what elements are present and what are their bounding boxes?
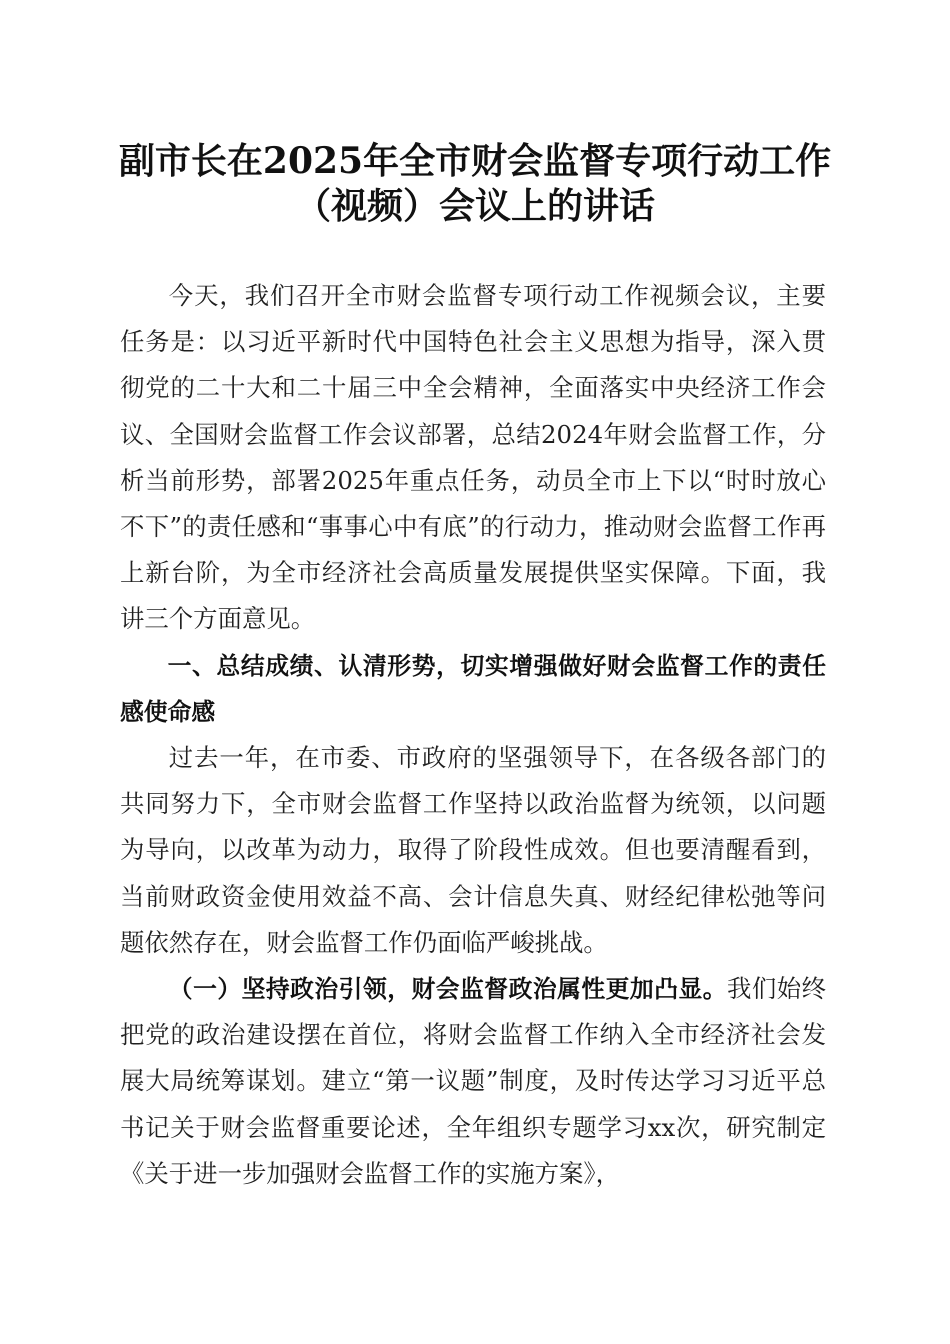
subsection-1-paragraph — [120, 966, 826, 1197]
intro-paragraph: 今天，我们召开全市财会监督专项行动工作视频会议，主要任务是：以习近平新时代中国特色社会主义思想为指导，深入贯彻党的二十大和二十届三中全会精神，全面落实中央经济工作会议、全国财会监督工作会议部署，总结2024年财会监督工作，分析当前形势，部署2025年重点任务，动员全市上下以“时时放心不下”的责任感和“事事心中有底”的行动力，推动财会监督工作再上新台阶，为全市经济社会高质量发展提供坚实保障。下面，我讲三个方面意见。 — [120, 281, 826, 634]
subsection-1-heading: （一）坚持政治引领，财会监督政治属性更加凸显。 — [168, 975, 728, 1004]
document-title-line-1: 副市长在2025年全市财会监督专项行动工作 — [118, 140, 832, 182]
subsection-1-text: 我们始终把党的政治建设摆在首位，将财会监督工作纳入全市经济社会发展大局统筹谋划。建立“第一议题”制度，及时传达学习习近平总书记关于财会监督重要论述，全年组织专题学习xx次，研究制定《关于进一步加强财会监督工作的实施方案》， — [120, 974, 826, 1188]
document-body — [120, 273, 826, 1197]
document-title-line-2: （视频）会议上的讲话 — [294, 185, 655, 227]
section-1-heading: 一、总结成绩、认清形势，切实增强做好财会监督工作的责任感使命感 — [120, 651, 826, 726]
section-1-paragraph: 过去一年，在市委、市政府的坚强领导下，在各级各部门的共同努力下，全市财会监督工作坚持以政治监督为统领，以问题为导向，以改革为动力，取得了阶段性成效。但也要清醒看到，当前财政资金使用效益不高、会计信息失真、财经纪律松弛等问题依然存在，财会监督工作仍面临严峻挑战。 — [120, 743, 826, 957]
